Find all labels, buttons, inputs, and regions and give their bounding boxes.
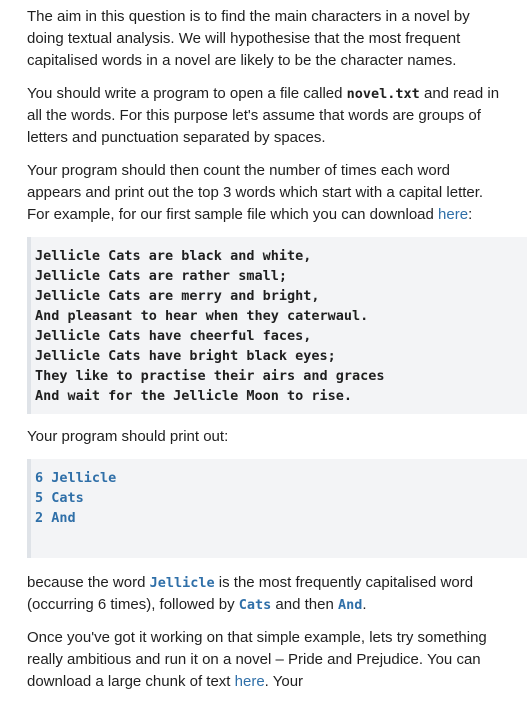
explanation-text-4: . [362, 596, 367, 613]
file-paragraph [27, 83, 507, 149]
poem-line: Jellicle Cats are black and white, [35, 248, 312, 264]
file-text-pre: You should write a program to open a file called [27, 85, 347, 102]
count-text-pre: Your program should then count the number of times each word appears and print out the top 3 words which start with a capital letter. For example, for our first sample file which you can download [27, 162, 484, 223]
word-jellicle-code: Jellicle [149, 575, 215, 591]
explanation-text-2: is the most frequently capitalised word (occurring 6 times), followed by [27, 574, 474, 613]
novel-text-post: . Your [264, 673, 304, 690]
explanation-text-3: and then [271, 596, 338, 613]
sample-text-codeblock [27, 237, 527, 414]
expected-output-codeblock [27, 459, 527, 558]
filename-code: novel.txt [346, 86, 420, 102]
intro-paragraph: The aim in this question is to find the main characters in a novel by doing textual analysis. We will hypothesise that the most frequent capitalised words in a novel are likely to be the character names. [27, 8, 470, 69]
output-line: 5 Cats [35, 490, 84, 506]
explanation-text-1: because the word [27, 574, 150, 591]
word-cats-code: Cats [238, 597, 272, 613]
count-paragraph [27, 160, 507, 226]
explanation-paragraph [27, 572, 507, 616]
novel-download-link[interactable]: here [234, 673, 265, 690]
output-intro-paragraph: Your program should print out: [27, 428, 229, 445]
poem-line: And wait for the Jellicle Moon to rise. [35, 388, 352, 404]
output-line: 6 Jellicle [35, 470, 117, 486]
novel-paragraph [27, 627, 507, 693]
poem-line: Jellicle Cats are rather small; [35, 268, 287, 284]
poem-line: Jellicle Cats have bright black eyes; [35, 348, 336, 364]
poem-line: Jellicle Cats are merry and bright, [35, 288, 320, 304]
poem-line: Jellicle Cats have cheerful faces, [35, 328, 312, 344]
poem-line: And pleasant to hear when they caterwaul. [35, 308, 369, 324]
file-text-post: and read in all the words. For this purpose let's assume that words are groups of letters and punctuation separated by spaces. [27, 85, 500, 146]
count-text-post: : [468, 206, 473, 223]
word-and-code: And [338, 597, 363, 613]
poem-line: They like to practise their airs and graces [35, 368, 385, 384]
output-line: 2 And [35, 510, 76, 526]
novel-text-pre: Once you've got it working on that simple example, lets try something really ambitious and run it on a novel – Pride and Prejudice. You can download a large chunk of text [27, 629, 487, 690]
question-content [27, 6, 507, 704]
sample-download-link[interactable]: here [438, 206, 469, 223]
